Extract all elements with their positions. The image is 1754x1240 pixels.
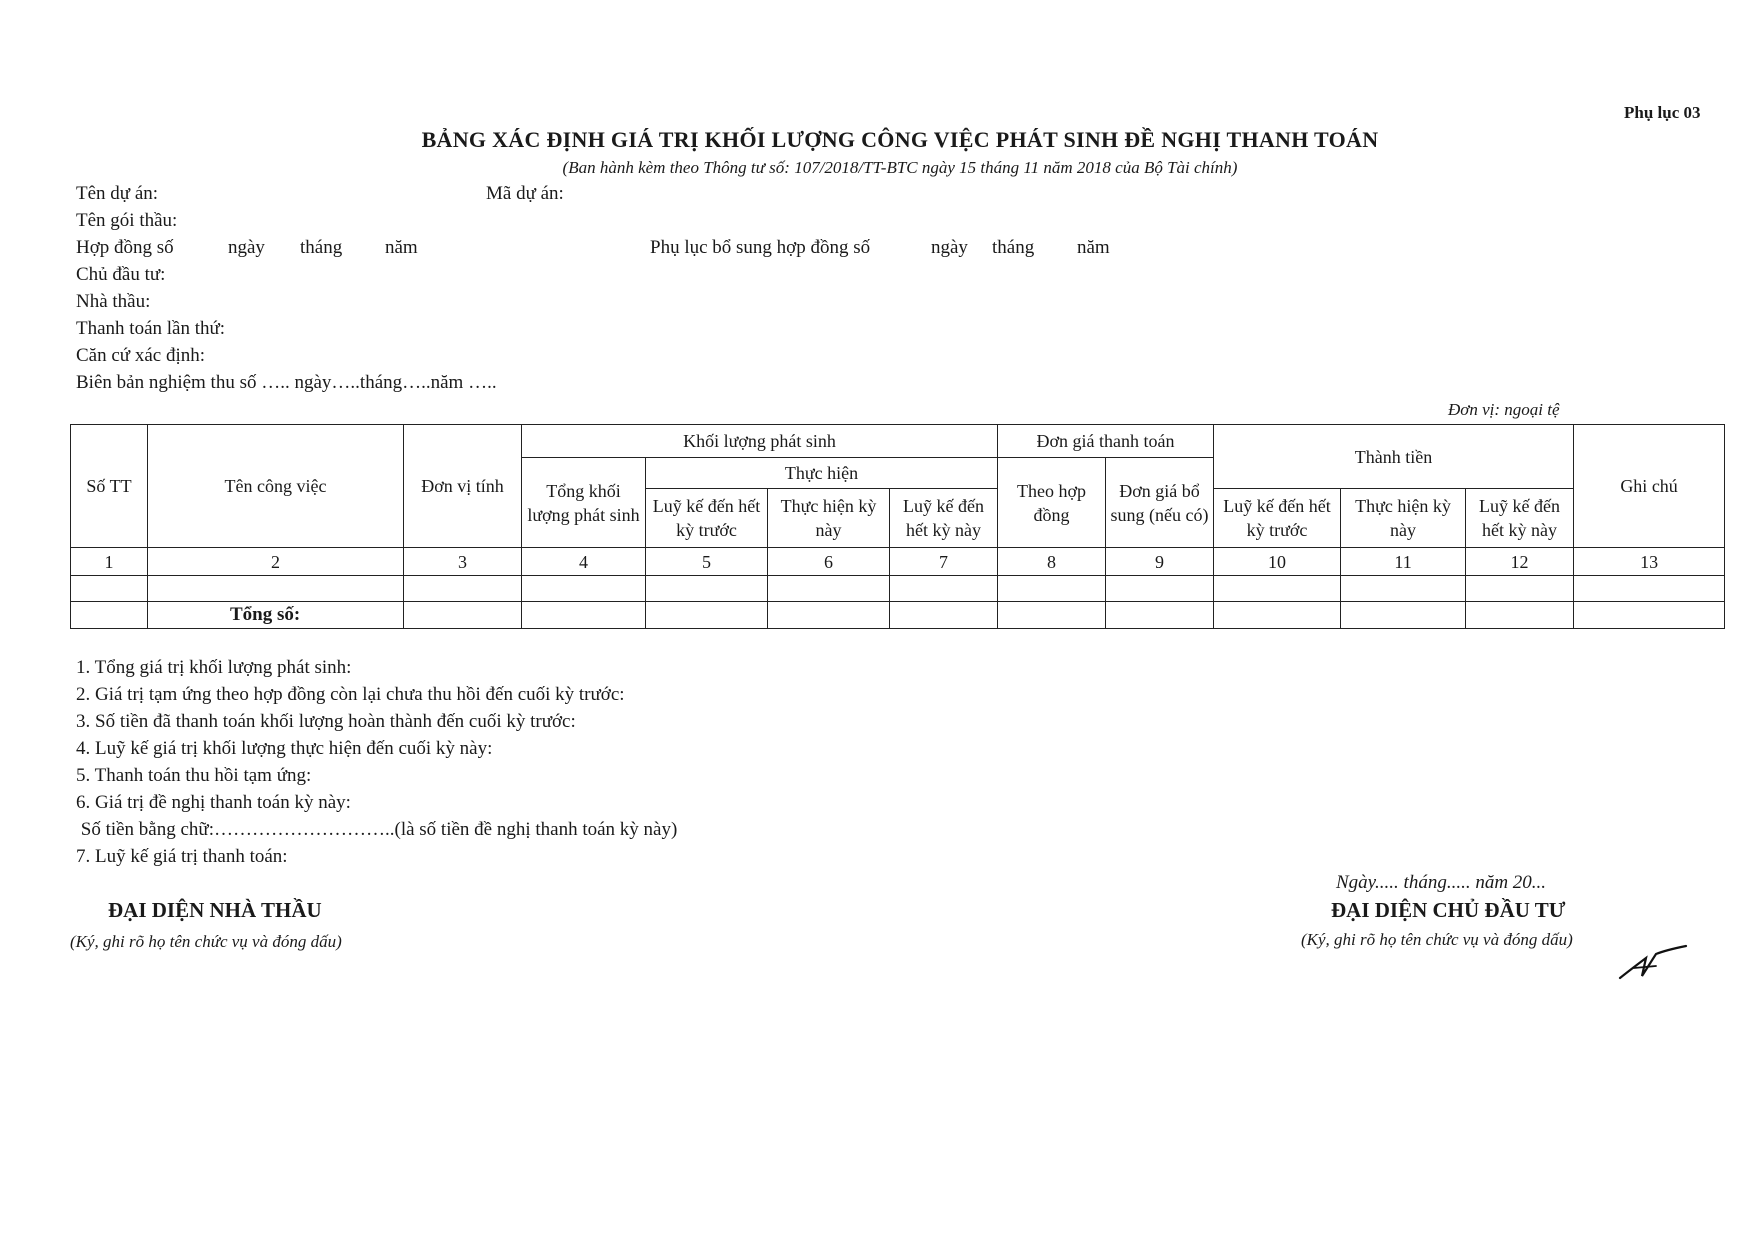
header-amount-cumulative-previous: Luỹ kế đến hết kỳ trước bbox=[1214, 489, 1341, 548]
table-cell bbox=[768, 602, 890, 629]
contract-day-label: ngày bbox=[228, 237, 265, 258]
table-cell bbox=[1106, 602, 1214, 629]
contract-year-label: năm bbox=[385, 237, 418, 258]
table-cell bbox=[890, 602, 998, 629]
summary-item: 7. Luỹ kế giá trị thanh toán: bbox=[76, 846, 288, 867]
document-subtitle: (Ban hành kèm theo Thông tư số: 107/2018/TT-BTC ngày 15 tháng 11 năm 2018 của Bộ Tài chính) bbox=[562, 158, 1238, 177]
contractor-representative-title: ĐẠI DIỆN NHÀ THẦU bbox=[108, 898, 322, 922]
table-cell bbox=[1214, 576, 1341, 602]
header-note: Ghi chú bbox=[1574, 425, 1725, 548]
investor-signature-note: (Ký, ghi rõ họ tên chức vụ và đóng dấu) bbox=[1301, 930, 1573, 949]
table-cell bbox=[522, 576, 646, 602]
addendum-number-label: Phụ lục bổ sung hợp đồng số bbox=[650, 237, 871, 258]
table-cell bbox=[404, 576, 522, 602]
contractor-signature-note: (Ký, ghi rõ họ tên chức vụ và đóng dấu) bbox=[70, 932, 342, 951]
column-number: 12 bbox=[1466, 548, 1574, 576]
addendum-day-label: ngày bbox=[931, 237, 968, 258]
column-number: 6 bbox=[768, 548, 890, 576]
header-group-volume: Khối lượng phát sinh bbox=[522, 425, 998, 458]
table-cell bbox=[1466, 602, 1574, 629]
header-unit: Đơn vị tính bbox=[404, 425, 522, 548]
amount-in-words-line: Số tiền bằng chữ:………………………..(là số tiền đề nghị thanh toán kỳ này) bbox=[76, 819, 678, 840]
summary-item: 4. Luỹ kế giá trị khối lượng thực hiện đến cuối kỳ này: bbox=[76, 738, 493, 759]
column-number: 2 bbox=[148, 548, 404, 576]
header-amount-this-period: Thực hiện kỳ này bbox=[1341, 489, 1466, 548]
column-number-row bbox=[71, 548, 1725, 576]
table-cell bbox=[1341, 602, 1466, 629]
column-number: 10 bbox=[1214, 548, 1341, 576]
header-no: Số TT bbox=[71, 425, 148, 548]
table-row bbox=[71, 576, 1725, 602]
table-cell bbox=[1466, 576, 1574, 602]
column-number: 4 bbox=[522, 548, 646, 576]
column-number: 11 bbox=[1341, 548, 1466, 576]
basis-label: Căn cứ xác định: bbox=[76, 345, 206, 366]
table-cell bbox=[1106, 576, 1214, 602]
contractor-label: Nhà thầu: bbox=[76, 291, 151, 312]
table-cell bbox=[71, 602, 148, 629]
header-cumulative-current: Luỹ kế đến hết kỳ này bbox=[890, 489, 998, 548]
addendum-year-label: năm bbox=[1077, 237, 1110, 258]
header-total-volume: Tổng khối lượng phát sinh bbox=[522, 458, 646, 548]
header-group-done: Thực hiện bbox=[646, 458, 998, 489]
package-name-label: Tên gói thầu: bbox=[76, 210, 178, 231]
header-contract-price: Theo hợp đồng bbox=[998, 458, 1106, 548]
column-number: 3 bbox=[404, 548, 522, 576]
total-label: Tổng số: bbox=[148, 602, 404, 629]
header-extra-price: Đơn giá bổ sung (nếu có) bbox=[1106, 458, 1214, 548]
table-cell bbox=[1214, 602, 1341, 629]
signing-date: Ngày..... tháng..... năm 20... bbox=[1336, 872, 1547, 893]
acceptance-record-label: Biên bản nghiệm thu số ….. ngày…..tháng…..năm ….. bbox=[76, 372, 497, 393]
payment-table bbox=[70, 424, 1725, 629]
column-number: 5 bbox=[646, 548, 768, 576]
table-cell bbox=[148, 576, 404, 602]
table-cell bbox=[71, 576, 148, 602]
document-title: BẢNG XÁC ĐỊNH GIÁ TRỊ KHỐI LƯỢNG CÔNG VIỆC PHÁT SINH ĐỀ NGHỊ THANH TOÁN bbox=[421, 127, 1379, 152]
summary-item: 3. Số tiền đã thanh toán khối lượng hoàn thành đến cuối kỳ trước: bbox=[76, 711, 576, 732]
summary-item: 5. Thanh toán thu hồi tạm ứng: bbox=[76, 765, 312, 786]
table-cell bbox=[998, 576, 1106, 602]
table-cell bbox=[646, 576, 768, 602]
table-cell bbox=[998, 602, 1106, 629]
project-code-label: Mã dự án: bbox=[486, 183, 564, 204]
header-group-price: Đơn giá thanh toán bbox=[998, 425, 1214, 458]
column-number: 7 bbox=[890, 548, 998, 576]
column-number: 13 bbox=[1574, 548, 1725, 576]
summary-item: 2. Giá trị tạm ứng theo hợp đồng còn lại chưa thu hồi đến cuối kỳ trước: bbox=[76, 684, 625, 705]
payment-round-label: Thanh toán lần thứ: bbox=[76, 318, 226, 339]
total-row bbox=[71, 602, 1725, 629]
column-number: 1 bbox=[71, 548, 148, 576]
table-cell bbox=[646, 602, 768, 629]
header-work-name: Tên công việc bbox=[148, 425, 404, 548]
table-cell bbox=[522, 602, 646, 629]
table-cell bbox=[1574, 602, 1725, 629]
table-cell bbox=[890, 576, 998, 602]
signature-mark bbox=[1616, 942, 1688, 982]
investor-label: Chủ đầu tư: bbox=[76, 264, 166, 285]
column-number: 8 bbox=[998, 548, 1106, 576]
addendum-month-label: tháng bbox=[992, 237, 1035, 258]
column-number: 9 bbox=[1106, 548, 1214, 576]
contract-month-label: tháng bbox=[300, 237, 343, 258]
investor-representative-title: ĐẠI DIỆN CHỦ ĐẦU TƯ bbox=[1331, 898, 1566, 922]
summary-item: 1. Tổng giá trị khối lượng phát sinh: bbox=[76, 657, 352, 678]
project-name-label: Tên dự án: bbox=[76, 183, 159, 204]
header-amount-cumulative-current: Luỹ kế đến hết kỳ này bbox=[1466, 489, 1574, 548]
summary-item: 6. Giá trị đề nghị thanh toán kỳ này: bbox=[76, 792, 351, 813]
table-cell bbox=[1341, 576, 1466, 602]
header-this-period: Thực hiện kỳ này bbox=[768, 489, 890, 548]
contract-number-label: Hợp đồng số bbox=[76, 237, 174, 258]
header-group-amount: Thành tiền bbox=[1214, 425, 1574, 489]
appendix-label: Phụ lục 03 bbox=[1624, 103, 1701, 122]
table-cell bbox=[404, 602, 522, 629]
table-cell bbox=[768, 576, 890, 602]
currency-unit-note: Đơn vị: ngoại tệ bbox=[1448, 400, 1560, 419]
table-cell bbox=[1574, 576, 1725, 602]
header-cumulative-previous: Luỹ kế đến hết kỳ trước bbox=[646, 489, 768, 548]
